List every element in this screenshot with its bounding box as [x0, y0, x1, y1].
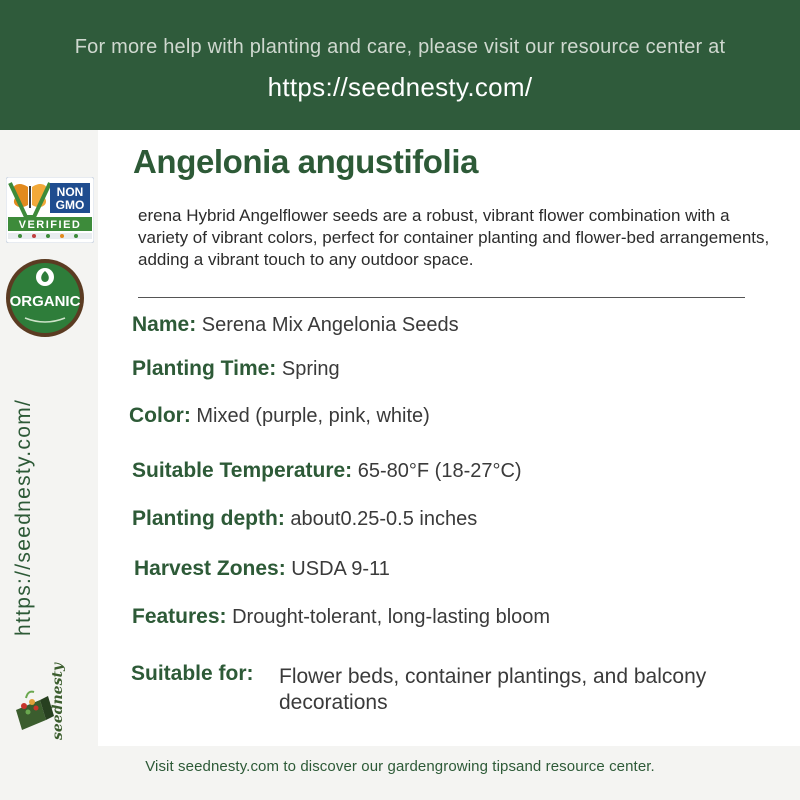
spec-value: about0.25-0.5 inches [290, 508, 478, 530]
spec-value: Mixed (purple, pink, white) [196, 405, 430, 427]
spec-row-name [132, 313, 459, 337]
spec-value: USDA 9-11 [291, 558, 390, 580]
spec-row-planting-depth [132, 507, 477, 531]
banner-help-text: For more help with planting and care, please visit our resource center at [74, 36, 726, 58]
svg-text:ORGANIC: ORGANIC [9, 293, 81, 310]
vertical-url-text[interactable]: https://seednesty.com/ [12, 398, 35, 636]
spec-label: Features: [132, 605, 227, 628]
spec-label: Name: [132, 313, 197, 336]
product-description: erena Hybrid Angelflower seeds are a robust, vibrant flower combination with a variety of vibrant colors, perfect for container planting and flower-bed arrangements, adding a vibrant touch to any outdoor space. [138, 206, 770, 269]
non-gmo-verified-badge [6, 177, 94, 243]
leaf-pin-icon [36, 268, 54, 286]
spec-value: 65-80°F (18-27°C) [357, 460, 522, 482]
svg-text:NON: NON [56, 185, 84, 199]
top-banner [0, 0, 800, 130]
seed-basket-icon [16, 692, 54, 730]
spec-row-suitable-for [131, 662, 796, 718]
spec-label: Suitable for: [131, 662, 254, 685]
organic-badge [5, 258, 85, 338]
spec-value: Drought-tolerant, long-lasting bloom [232, 606, 551, 628]
spec-label: Suitable Temperature: [132, 459, 353, 482]
spec-value: Spring [281, 358, 340, 380]
spec-row-suitable-temperature [132, 459, 522, 483]
spec-value: Flower beds, container plantings, and balcony decorations [279, 665, 707, 714]
spec-label: Harvest Zones: [134, 557, 286, 580]
spec-row-features [132, 605, 550, 629]
spec-row-color [129, 404, 430, 428]
spec-label: Planting depth: [132, 507, 285, 530]
spec-row-planting-time [132, 357, 340, 381]
svg-text:GMO: GMO [55, 198, 85, 212]
spec-label: Planting Time: [132, 357, 277, 380]
spec-row-harvest-zones [134, 557, 390, 581]
spec-value: Serena Mix Angelonia Seeds [201, 314, 459, 336]
footer-text: Visit seednesty.com to discover our gardengrowing tipsand resource center. [145, 758, 655, 775]
section-divider [138, 297, 745, 298]
seednesty-logo [6, 660, 86, 746]
product-title: Angelonia angustifolia [133, 143, 479, 180]
banner-url-link[interactable]: https://seednesty.com/ [267, 72, 533, 102]
spec-label: Color: [129, 404, 191, 427]
svg-text:seednesty: seednesty [50, 662, 66, 740]
svg-text:VERIFIED: VERIFIED [18, 219, 82, 231]
